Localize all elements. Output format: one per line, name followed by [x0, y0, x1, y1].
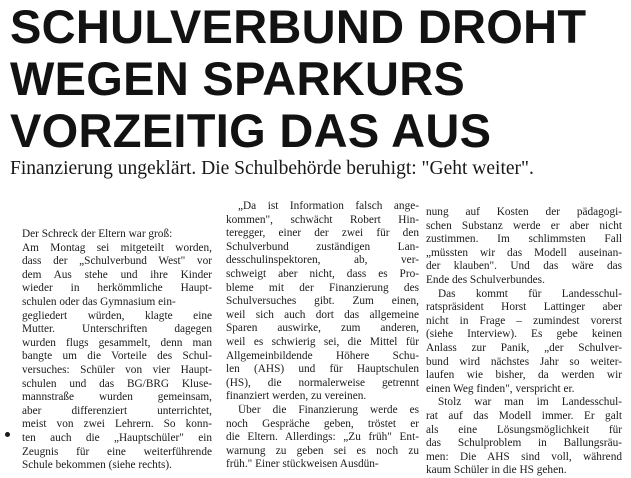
- column-text-line: einen Weg finden", verspricht er.: [426, 382, 575, 395]
- column-text-line: Schule bekommen (siehe rechts).: [22, 459, 172, 472]
- article-column-1: [22, 228, 212, 473]
- column-text-line: laufen wie bisher, da werden wir: [426, 369, 622, 382]
- column-text-line: dem Aus stehe und ihre Kinder: [22, 268, 212, 281]
- column-text-line: Stolz war man im Landesschul-: [438, 396, 622, 409]
- column-text-line: ratspräsident Horst Lattinger aber: [426, 301, 622, 314]
- column-text-line: weil sich auch dort das allgemeine: [226, 308, 419, 321]
- column-text-line: schweigt aber nicht, dass es Pro-: [226, 267, 419, 280]
- column-text-line: zustimmen. Im schlimmsten Fall: [426, 233, 622, 246]
- column-text-line: ten auch die „Hauptschüler" ein: [22, 431, 212, 444]
- column-text-line: „müssten wir das Modell auseinan-: [426, 246, 622, 259]
- column-text-line: warnung zu geben sei es noch zu: [226, 444, 419, 457]
- column-text-line: len (AHS) und für Hauptschulen: [226, 363, 419, 376]
- column-text-line: bleme mit der Finanzierung des: [226, 281, 419, 294]
- column-text-line: Am Montag sei mitgeteilt worden,: [22, 241, 212, 254]
- column-text-line: nicht in Frage – zumindest vorerst: [426, 314, 622, 327]
- column-text-line: Über die Finanzierung werde es: [238, 403, 419, 416]
- column-text-line: bangte um die Vorteile des Schul-: [22, 350, 212, 363]
- column-text-line: kaum Schüler in die HS gehen.: [426, 464, 567, 477]
- column-text-line: dass der „Schulverbund West" vor: [22, 255, 212, 268]
- bullet-dot: [5, 432, 10, 437]
- column-text-line: Zeugnis für eine weiterführende: [22, 445, 212, 458]
- column-text-line: desschulinspektoren, ab, ver-: [226, 254, 419, 267]
- column-text-line: als eine Lösungsmöglichkeit für: [426, 423, 622, 436]
- column-text-line: aber differenziert unterrichtet,: [22, 404, 212, 417]
- column-text-line: (HS), die normalerweise getrennt: [226, 376, 419, 389]
- column-text-line: gegliedert würden, klagte eine: [22, 309, 212, 322]
- column-text-line: mannstraße wurden gemeinsam,: [22, 391, 212, 404]
- column-text-line: Schulversuches gibt. Zum einen,: [226, 295, 419, 308]
- headline-line: SCHULVERBUND DROHT: [10, 0, 587, 53]
- column-text-line: versuches: Schüler von vier Haupt-: [22, 363, 212, 376]
- column-text-line: schulen oder das Gymnasium ein-: [22, 295, 176, 308]
- article-column-2: [226, 200, 419, 472]
- headline-line: VORZEITIG DAS AUS: [10, 104, 492, 157]
- column-text-line: Das kommt für Landesschul-: [438, 287, 622, 300]
- column-text-line: Schulverbund zuständigen Lan-: [226, 240, 419, 253]
- article-column-3: [426, 206, 622, 478]
- headline-line: WEGEN SPARKURS: [10, 52, 466, 105]
- column-text-line: der klauben". Und das wäre das: [426, 260, 622, 273]
- column-text-line: Der Schreck der Eltern war groß:: [22, 228, 173, 240]
- column-text-line: nung auf Kosten der pädagogi-: [426, 206, 622, 218]
- article-headline: [10, 1, 630, 157]
- column-text-line: meist von zwei Lehrern. So konn-: [22, 418, 212, 431]
- column-text-line: Ende des Schulverbundes.: [426, 273, 545, 286]
- column-text-line: die Eltern. Allerdings: „Zu früh" Ent-: [226, 431, 419, 444]
- column-text-line: noch Gespräche geben, tröstet er: [226, 417, 419, 430]
- column-text-line: früh." Einer stückweisen Ausdün-: [226, 458, 379, 471]
- column-text-line: rat auf das Modell immer. Er galt: [426, 409, 622, 422]
- column-text-line: kommen", schwächt Robert Hin-: [226, 213, 419, 226]
- column-text-line: Mutter. Unterschriften dagegen: [22, 323, 212, 336]
- column-text-line: schen Substanz werde er aber nicht: [426, 219, 622, 232]
- column-text-line: weil es schwierig sei, die Mittel für: [226, 335, 419, 348]
- column-text-line: das Schulproblem in Ballungsräu-: [426, 437, 622, 450]
- column-text-line: men: Die AHS sind voll, während: [426, 450, 622, 463]
- column-text-line: schulen und das BG/BRG Klusе-: [22, 377, 212, 390]
- column-text-line: bund wird nächstes Jahr so weiter-: [426, 355, 622, 368]
- column-text-line: „Da ist Information falsch ange-: [238, 200, 419, 212]
- column-text-line: wurden flugs gesammelt, denn man: [22, 336, 212, 349]
- column-text-line: finanziert werden, zu vereinen.: [226, 390, 367, 403]
- column-text-line: Allgemeinbildende Höhere Schu-: [226, 349, 419, 362]
- column-text-line: wieder in herkömmliche Haupt-: [22, 282, 212, 295]
- column-text-line: teregger, einer der zwei für den: [226, 227, 419, 240]
- column-text-line: Anlass zur Panik, „der Schulver-: [426, 341, 622, 354]
- article-subheadline: Finanzierung ungeklärt. Die Schulbehörde beruhigt: "Geht weiter".: [10, 158, 534, 179]
- column-text-line: Sparen auswirke, zum anderen,: [226, 322, 419, 335]
- column-text-line: (siehe Interview). Es gebe keinen: [426, 328, 622, 341]
